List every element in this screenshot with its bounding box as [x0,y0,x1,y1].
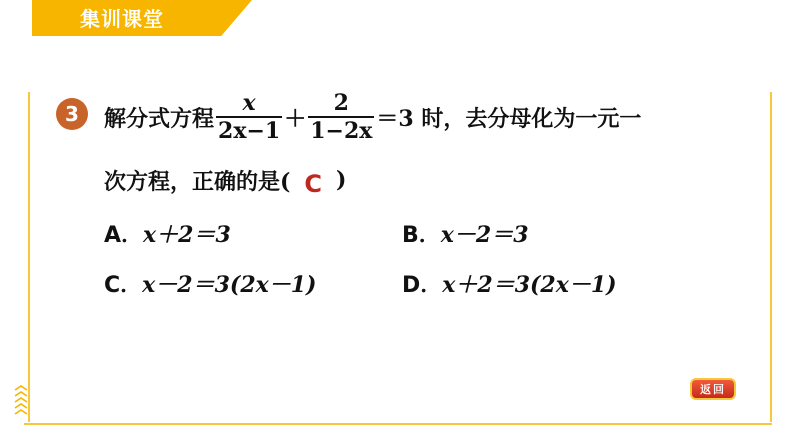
option-d-text: x＋2＝3(2x－1) [442,272,617,298]
fraction-1 [216,91,282,143]
question-line-1 [104,90,641,144]
option-b-text: x－2＝3 [440,222,529,248]
fraction-2 [308,91,374,143]
option-d[interactable]: D．x＋2＝3(2x－1) [402,272,617,298]
equation-tail: ＝3 时，去分母化为一元一 [376,105,642,132]
option-c[interactable]: C．x－2＝3(2x－1) [104,272,317,298]
option-a[interactable]: A．x＋2＝3 [104,222,231,248]
question-number-badge: 3 [56,98,88,130]
back-button[interactable]: 返回 [690,378,736,400]
bottom-border-line [24,423,772,425]
right-border-line [770,92,772,422]
answer-mark: C [304,170,323,198]
left-border-line [28,92,30,422]
option-a-text: x＋2＝3 [143,222,231,248]
option-a-letter: A [104,223,122,248]
question-line-2 [104,162,346,198]
fraction-2-denominator: 1−2x [310,118,373,144]
plus-sign: ＋ [284,105,307,132]
option-c-text: x－2＝3(2x－1) [142,272,317,298]
page-title: 集训课堂 [80,7,164,31]
question-line-2-prefix: 次方程，正确的是( [104,168,291,195]
option-b[interactable]: B．x－2＝3 [402,222,529,248]
fraction-1-denominator: 2x−1 [218,118,281,144]
fraction-1-numerator: x [242,90,256,116]
question-line-2-suffix: ) [336,167,347,193]
option-b-letter: B [402,223,419,248]
option-d-letter: D [402,273,421,298]
chevron-decoration-icon [12,384,30,418]
question-prefix: 解分式方程 [104,105,215,132]
fraction-2-numerator: 2 [333,90,349,116]
option-c-letter: C [104,273,121,298]
